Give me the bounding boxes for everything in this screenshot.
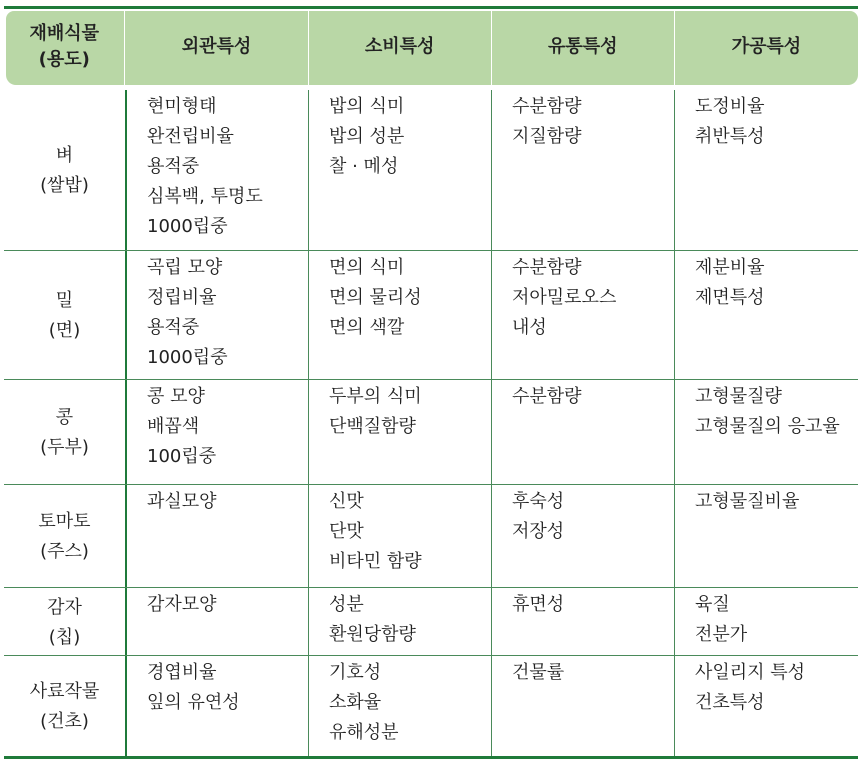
characteristic-item: 1000립중 bbox=[147, 347, 228, 368]
characteristic-item: 저장성 bbox=[512, 521, 565, 542]
characteristic-item: 성분 bbox=[329, 594, 364, 615]
characteristic-item: 취반특성 bbox=[695, 126, 765, 147]
characteristic-cell bbox=[674, 251, 858, 379]
characteristic-item: 현미형태 bbox=[147, 96, 217, 117]
characteristic-item: 단맛 bbox=[329, 521, 364, 542]
crop-cell bbox=[4, 380, 125, 484]
header-cell-0: 재배식물 (용도) bbox=[29, 23, 99, 70]
characteristic-cell bbox=[125, 380, 308, 484]
crop-use: (쌀밥) bbox=[40, 175, 89, 196]
characteristic-item: 수분함량 bbox=[512, 96, 582, 117]
characteristic-cell bbox=[308, 251, 491, 379]
crop-cell bbox=[4, 90, 125, 250]
characteristic-item: 완전립비율 bbox=[147, 126, 234, 147]
characteristic-cell bbox=[491, 588, 674, 655]
table-row bbox=[4, 251, 858, 380]
characteristic-cell bbox=[491, 380, 674, 484]
characteristic-cell bbox=[674, 90, 858, 250]
characteristic-cell bbox=[125, 656, 308, 756]
characteristic-item: 고형물질비율 bbox=[695, 491, 800, 512]
characteristic-item: 경엽비율 bbox=[147, 662, 217, 683]
characteristic-cell bbox=[308, 588, 491, 655]
crop-cell bbox=[4, 485, 125, 587]
crop-use: (칩) bbox=[48, 626, 81, 648]
characteristic-item: 면의 물리성 bbox=[329, 287, 422, 308]
characteristic-cell bbox=[125, 485, 308, 587]
characteristic-item: 소화율 bbox=[329, 692, 382, 713]
characteristic-cell bbox=[491, 90, 674, 250]
table-header bbox=[4, 9, 858, 85]
characteristic-item: 후숙성 bbox=[512, 491, 565, 512]
header-cell-2: 소비특성 bbox=[308, 9, 491, 85]
crop-use: (두부) bbox=[40, 437, 89, 458]
characteristic-item: 1000립중 bbox=[147, 216, 228, 237]
characteristic-item: 밥의 식미 bbox=[329, 96, 405, 117]
crop-name: 감자 bbox=[47, 596, 82, 618]
characteristic-item: 고형물질의 응고율 bbox=[695, 416, 840, 437]
characteristic-item: 수분함량 bbox=[512, 386, 582, 407]
header-cell-4: 가공특성 bbox=[674, 9, 858, 85]
crop-use: (주스) bbox=[40, 541, 89, 562]
characteristic-cell bbox=[125, 90, 308, 250]
characteristic-item: 밥의 성분 bbox=[329, 126, 405, 147]
header-cell-3: 유통특성 bbox=[491, 9, 674, 85]
characteristic-item: 저아밀로오스 bbox=[512, 287, 617, 308]
table-row bbox=[4, 380, 858, 485]
characteristic-cell bbox=[308, 380, 491, 484]
crop-name: 밀 bbox=[55, 290, 74, 311]
characteristic-item: 사일리지 특성 bbox=[695, 662, 806, 683]
crop-characteristics-table bbox=[4, 6, 858, 759]
characteristic-item: 찰 · 메성 bbox=[329, 156, 399, 177]
characteristic-item: 내성 bbox=[512, 317, 547, 338]
characteristic-item: 수분함량 bbox=[512, 257, 582, 278]
characteristic-cell bbox=[308, 90, 491, 250]
crop-name: 사료작물 bbox=[29, 681, 100, 702]
crop-cell bbox=[4, 656, 125, 756]
characteristic-cell bbox=[674, 656, 858, 756]
crop-name: 토마토 bbox=[38, 511, 91, 532]
characteristic-cell bbox=[491, 485, 674, 587]
crop-use: (면) bbox=[48, 320, 81, 341]
characteristic-item: 건물률 bbox=[512, 662, 565, 683]
characteristic-item: 용적중 bbox=[147, 156, 200, 177]
characteristic-item: 유해성분 bbox=[329, 722, 399, 743]
characteristic-item: 고형물질량 bbox=[695, 386, 782, 407]
characteristic-item: 도정비율 bbox=[695, 96, 765, 117]
header-cell-1: 외관특성 bbox=[124, 9, 307, 85]
characteristic-item: 기호성 bbox=[329, 662, 382, 683]
table-row bbox=[4, 588, 858, 656]
characteristic-cell bbox=[674, 380, 858, 484]
characteristic-cell bbox=[125, 588, 308, 655]
characteristic-cell bbox=[125, 251, 308, 379]
characteristic-cell bbox=[491, 251, 674, 379]
characteristic-item: 면의 색깔 bbox=[329, 317, 405, 338]
characteristic-item: 비타민 함량 bbox=[329, 551, 422, 572]
crop-cell bbox=[4, 251, 125, 379]
characteristic-item: 잎의 유연성 bbox=[147, 692, 240, 713]
characteristic-item: 과실모양 bbox=[147, 491, 217, 512]
characteristic-item: 건초특성 bbox=[695, 692, 765, 713]
characteristic-cell bbox=[308, 485, 491, 587]
table-row bbox=[4, 485, 858, 588]
table-row bbox=[4, 656, 858, 756]
characteristic-item: 콩 모양 bbox=[147, 386, 205, 407]
characteristic-item: 100립중 bbox=[147, 446, 217, 467]
characteristic-item: 육질 bbox=[695, 594, 730, 615]
crop-use: (건초) bbox=[40, 711, 89, 732]
characteristic-item: 배꼽색 bbox=[147, 416, 200, 437]
characteristic-cell bbox=[674, 588, 858, 655]
characteristic-cell bbox=[674, 485, 858, 587]
characteristic-item: 심복백, 투명도 bbox=[147, 186, 263, 207]
characteristic-item: 전분가 bbox=[695, 624, 748, 645]
characteristic-item: 환원당함량 bbox=[329, 624, 416, 645]
crop-name: 벼 bbox=[55, 145, 74, 166]
table-row bbox=[4, 90, 858, 251]
characteristic-item: 제면특성 bbox=[695, 287, 765, 308]
characteristic-cell bbox=[308, 656, 491, 756]
characteristic-item: 신맛 bbox=[329, 491, 364, 512]
characteristic-item: 면의 식미 bbox=[329, 257, 405, 278]
characteristic-item: 두부의 식미 bbox=[329, 386, 422, 407]
table-body bbox=[4, 90, 858, 756]
characteristic-item: 용적중 bbox=[147, 317, 200, 338]
characteristic-cell bbox=[491, 656, 674, 756]
characteristic-item: 단백질함량 bbox=[329, 416, 416, 437]
characteristic-item: 감자모양 bbox=[147, 594, 217, 615]
characteristic-item: 정립비율 bbox=[147, 287, 217, 308]
characteristic-item: 곡립 모양 bbox=[147, 257, 223, 278]
characteristic-item: 휴면성 bbox=[512, 594, 565, 615]
characteristic-item: 제분비율 bbox=[695, 257, 765, 278]
crop-cell bbox=[4, 588, 125, 655]
crop-name: 콩 bbox=[55, 407, 74, 428]
characteristic-item: 지질함량 bbox=[512, 126, 582, 147]
